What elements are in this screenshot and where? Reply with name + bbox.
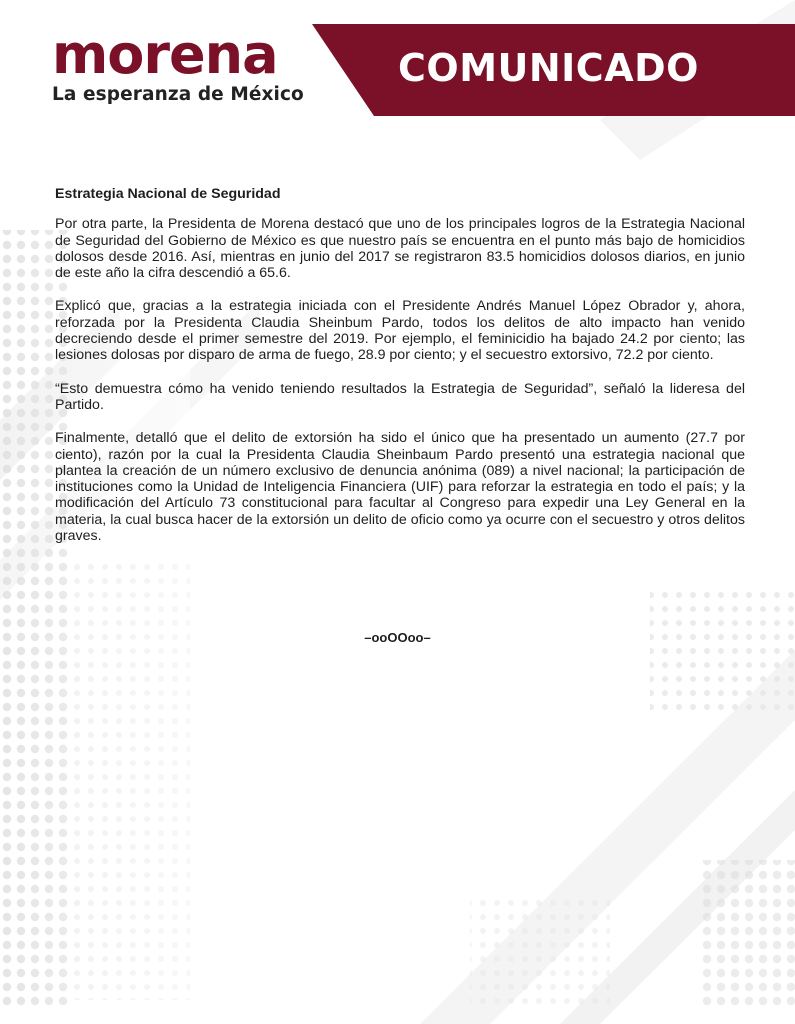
article-body <box>55 186 745 561</box>
paragraph: “Esto demuestra cómo ha venido teniendo resultados la Estrategia de Seguridad”, señaló la lideresa del Partido. <box>55 380 745 413</box>
paragraph: Finalmente, detalló que el delito de extorsión ha sido el único que ha presentado un aumento (27.7 por ciento), razón por la cual la Presidenta Claudia Sheinbaum Pardo presentó una estrategia nacional que plantea la creación de un número exclusivo de denuncia anónima (089) a nivel nacional; la participación de instituciones como la Unidad de Inteligencia Financiera (UIF) para reforzar la estrategia en todo el país; y la modificación del Artículo 73 constitucional para facultar al Congreso para expedir una Ley General en la materia, la cual busca hacer de la extorsión un delito de oficio como ya ocurre con el secuestro y otros delitos graves. <box>55 430 745 545</box>
closing-mark: –ooOOoo– <box>364 630 431 645</box>
banner-label: COMUNICADO <box>398 46 699 90</box>
morena-logo <box>52 23 304 105</box>
logo-tagline: La esperanza de México <box>52 84 304 105</box>
paragraph: Por otra parte, la Presidenta de Morena destacó que uno de los principales logros de la Estrategia Nacional de Seguridad del Gobierno de México es que nuestro país se encuentra en el punto más bajo de homicidios dolosos desde 2016. Así, mientras en junio del 2017 se registraron 83.5 homicidios dolosos diarios, en junio de este año la cifra descendió a 65.6. <box>55 216 745 282</box>
paragraph: Explicó que, gracias a la estrategia iniciada con el Presidente Andrés Manuel López Obrador y, ahora, reforzada por la Presidenta Claudia Sheinbum Pardo, todos los delitos de alto impacto han venido decreciendo desde el primer semestre del 2019. Por ejemplo, el feminicidio ha bajado 24.2 por ciento; las lesiones dolosas por disparo de arma de fuego, 28.9 por ciento; y el secuestro extorsivo, 72.2 por ciento. <box>55 298 745 364</box>
logo-wordmark: morena <box>52 23 278 86</box>
section-title: Estrategia Nacional de Seguridad <box>55 186 281 202</box>
